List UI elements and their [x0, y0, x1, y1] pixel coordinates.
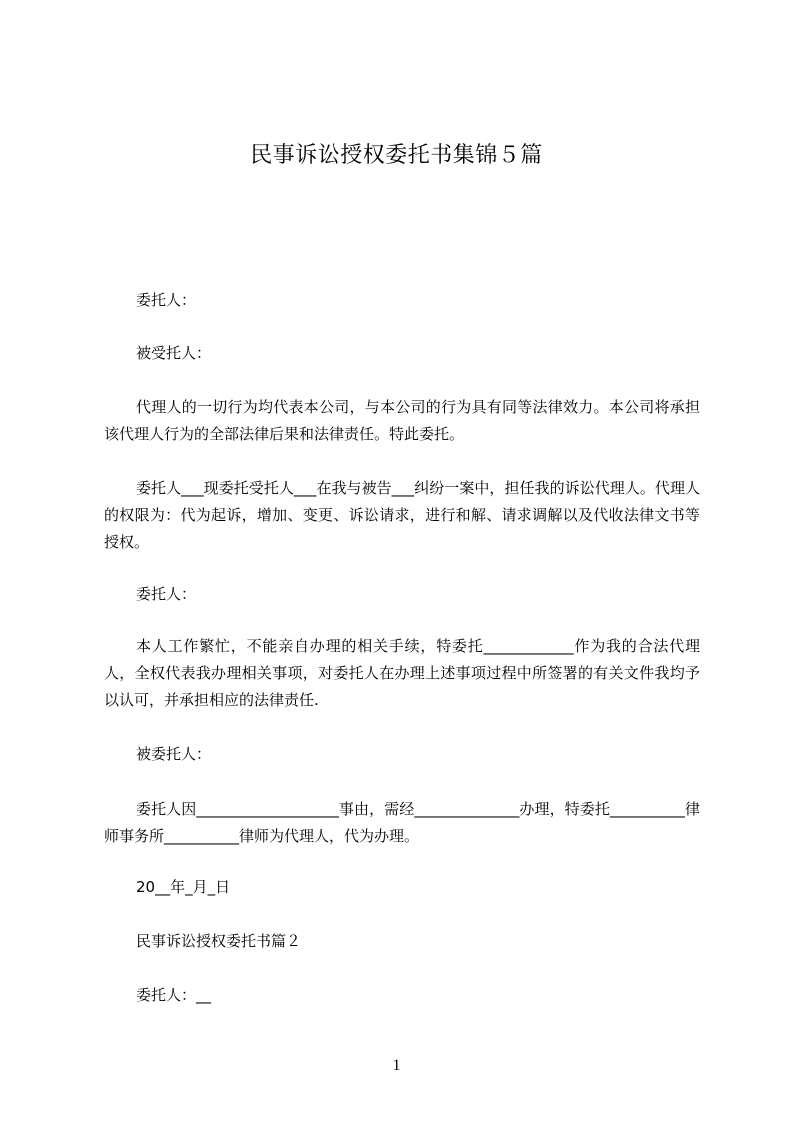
paragraph-law-firm: 委托人因___________________事由，需经______________办理，特委托__________律师事务所__________律师为代理人，代为办理。	[104, 800, 700, 845]
paragraph-personal-authorization: 本人工作繁忙，不能亲自办理的相关手续，特委托____________作为我的合法代理人，全权代表我办理相关事项，对委托人在办理上述事项过程中所签署的有关文件我均予以认可，并承担相应的法律责任.	[104, 637, 700, 709]
page-number: 1	[392, 1057, 401, 1074]
label-entrusted-2: 被委托人：	[136, 745, 212, 763]
label-client-3: 委托人：__	[136, 986, 212, 1004]
label-client-2: 委托人：	[136, 585, 197, 603]
paragraph-litigation-agent: 委托人___现委托受托人___在我与被告___纠纷一案中，担任我的诉讼代理人。代理人的权限为：代为起诉，增加、变更、诉讼请求，进行和解、请求调解以及代收法律文书等授权。	[104, 479, 700, 551]
label-client: 委托人：	[136, 291, 197, 309]
paragraph-company-authorization: 代理人的一切行为均代表本公司，与本公司的行为具有同等法律效力。本公司将承担该代理人行为的全部法律后果和法律责任。特此委托。	[104, 398, 700, 443]
label-entrusted: 被受托人：	[136, 344, 212, 362]
section-heading-2: 民事诉讼授权委托书篇２	[136, 932, 302, 950]
document-title: 民事诉讼授权委托书集锦５篇	[250, 143, 543, 168]
date-line: 20__年_月_日	[136, 878, 231, 896]
